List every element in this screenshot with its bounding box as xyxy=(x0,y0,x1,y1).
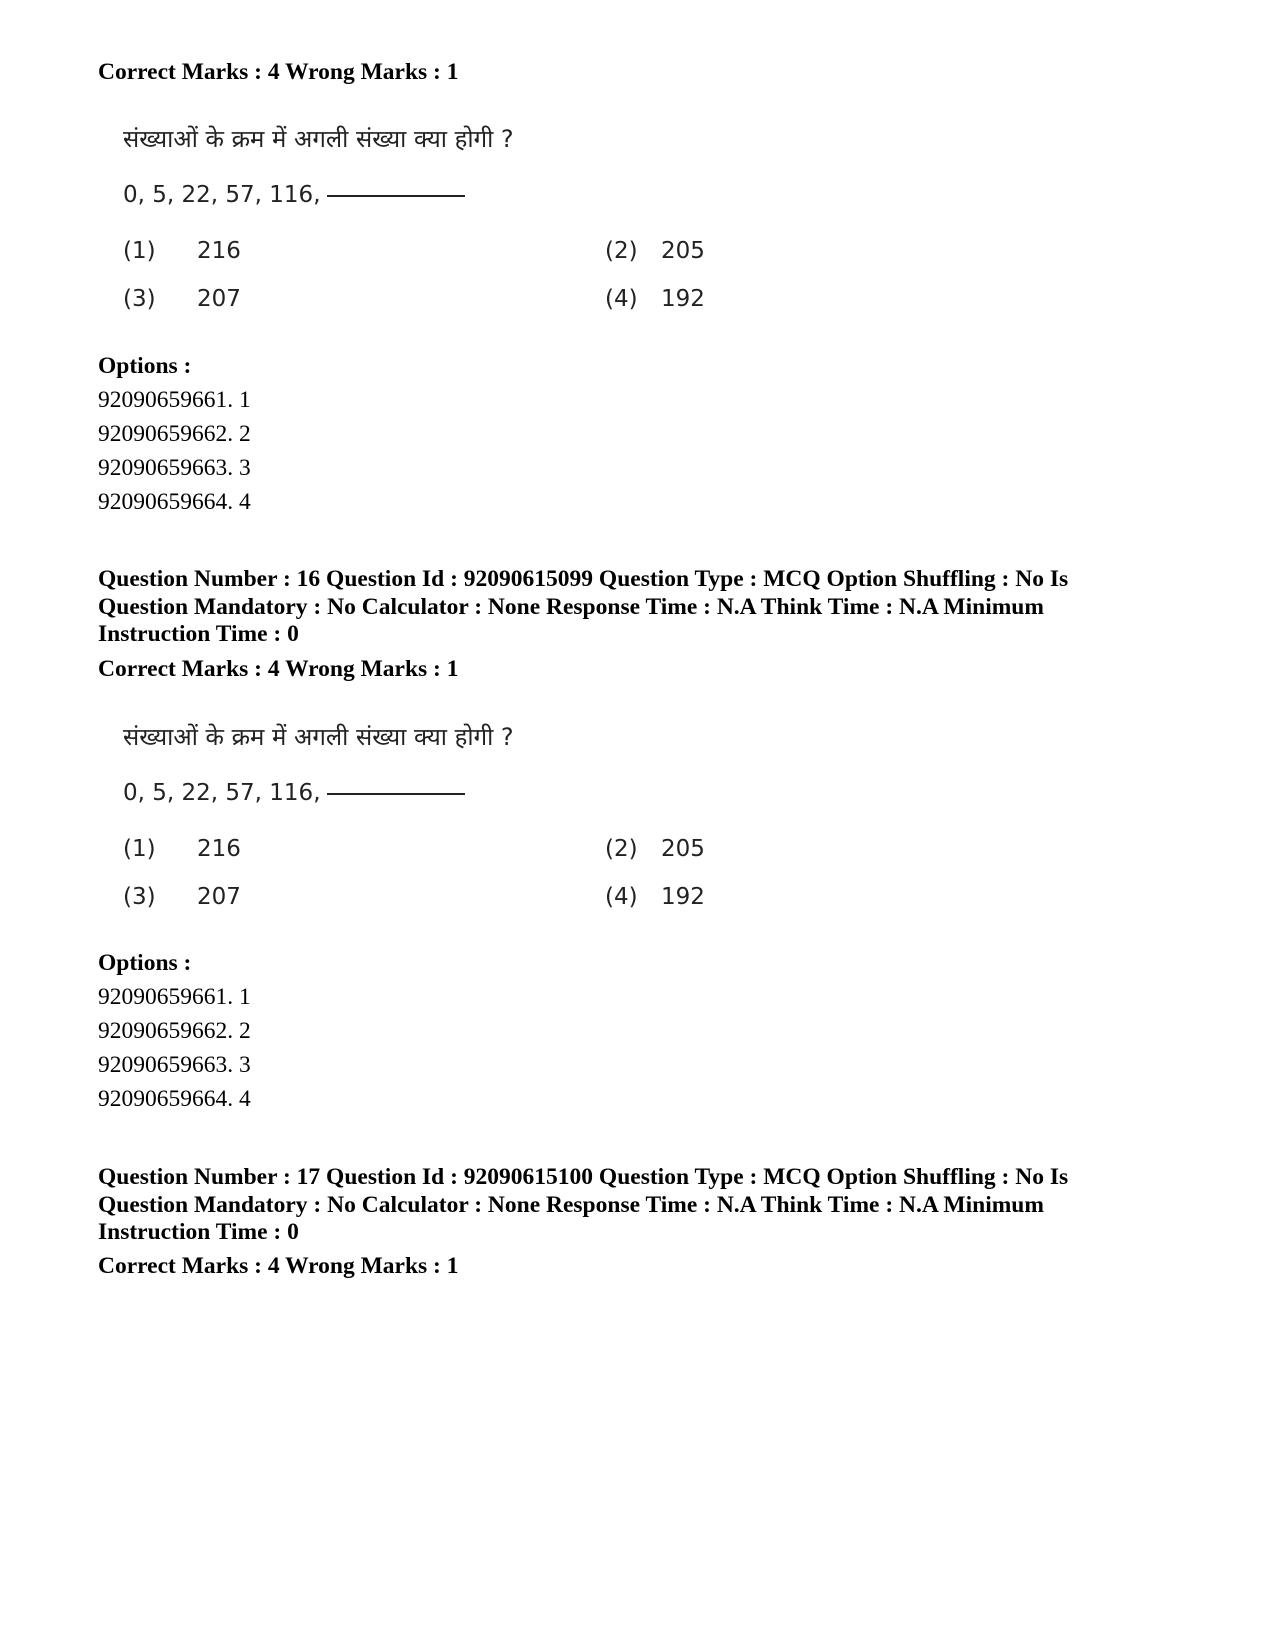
number-sequence xyxy=(123,182,465,208)
choice-number: (1) xyxy=(123,238,156,264)
choice-value: 205 xyxy=(661,836,705,862)
choice-number: (2) xyxy=(605,238,638,264)
choice-1 xyxy=(123,836,241,862)
choice-3 xyxy=(123,884,241,910)
choice-value: 207 xyxy=(197,286,241,312)
choice-value: 192 xyxy=(661,884,705,910)
option-line: 92090659663. 3 xyxy=(98,1052,251,1078)
option-line: 92090659661. 1 xyxy=(98,984,251,1010)
choice-value: 207 xyxy=(197,884,241,910)
choice-1 xyxy=(123,238,241,264)
choice-number: (1) xyxy=(123,836,156,862)
choice-number: (3) xyxy=(123,286,156,312)
correct-wrong-marks: Correct Marks : 4 Wrong Marks : 1 xyxy=(98,1253,459,1279)
choice-2 xyxy=(605,836,705,862)
options-title: Options : xyxy=(98,950,192,976)
choice-value: 205 xyxy=(661,238,705,264)
sequence-text: 0, 5, 22, 57, 116, xyxy=(123,780,321,806)
header-line: Question Mandatory : No Calculator : None Response Time : N.A Think Time : N.A Minimum xyxy=(98,1191,1044,1218)
option-line: 92090659664. 4 xyxy=(98,1086,251,1112)
question-statement: संख्याओं के क्रम में अगली संख्या क्या होगी ? xyxy=(123,723,514,751)
number-sequence xyxy=(123,780,465,806)
option-line: 92090659662. 2 xyxy=(98,1018,251,1044)
question-statement: संख्याओं के क्रम में अगली संख्या क्या होगी ? xyxy=(123,125,514,153)
choice-value: 216 xyxy=(197,238,241,264)
choice-4 xyxy=(605,884,705,910)
choice-number: (2) xyxy=(605,836,638,862)
choice-number: (3) xyxy=(123,884,156,910)
header-line: Question Number : 16 Question Id : 92090615099 Question Type : MCQ Option Shuffling : No Is xyxy=(98,566,1069,592)
choice-4 xyxy=(605,286,705,312)
option-line: 92090659662. 2 xyxy=(98,421,251,447)
options-title: Options : xyxy=(98,353,192,379)
choice-2 xyxy=(605,238,705,264)
header-line: Question Number : 17 Question Id : 92090615100 Question Type : MCQ Option Shuffling : No Is xyxy=(98,1164,1069,1190)
answer-blank xyxy=(327,793,465,795)
choice-number: (4) xyxy=(605,884,638,910)
header-line: Question Mandatory : No Calculator : None Response Time : N.A Think Time : N.A Minimum xyxy=(98,593,1044,620)
header-line: Instruction Time : 0 xyxy=(98,621,299,647)
option-line: 92090659664. 4 xyxy=(98,489,251,515)
question-header xyxy=(98,566,1178,649)
header-line: Instruction Time : 0 xyxy=(98,1219,299,1245)
option-line: 92090659663. 3 xyxy=(98,455,251,481)
option-line: 92090659661. 1 xyxy=(98,387,251,413)
sequence-text: 0, 5, 22, 57, 116, xyxy=(123,182,321,208)
answer-blank xyxy=(327,195,465,197)
choice-value: 216 xyxy=(197,836,241,862)
question-header xyxy=(98,1164,1178,1247)
correct-wrong-marks: Correct Marks : 4 Wrong Marks : 1 xyxy=(98,656,459,682)
choice-value: 192 xyxy=(661,286,705,312)
correct-wrong-marks: Correct Marks : 4 Wrong Marks : 1 xyxy=(98,59,459,85)
choice-3 xyxy=(123,286,241,312)
choice-number: (4) xyxy=(605,286,638,312)
